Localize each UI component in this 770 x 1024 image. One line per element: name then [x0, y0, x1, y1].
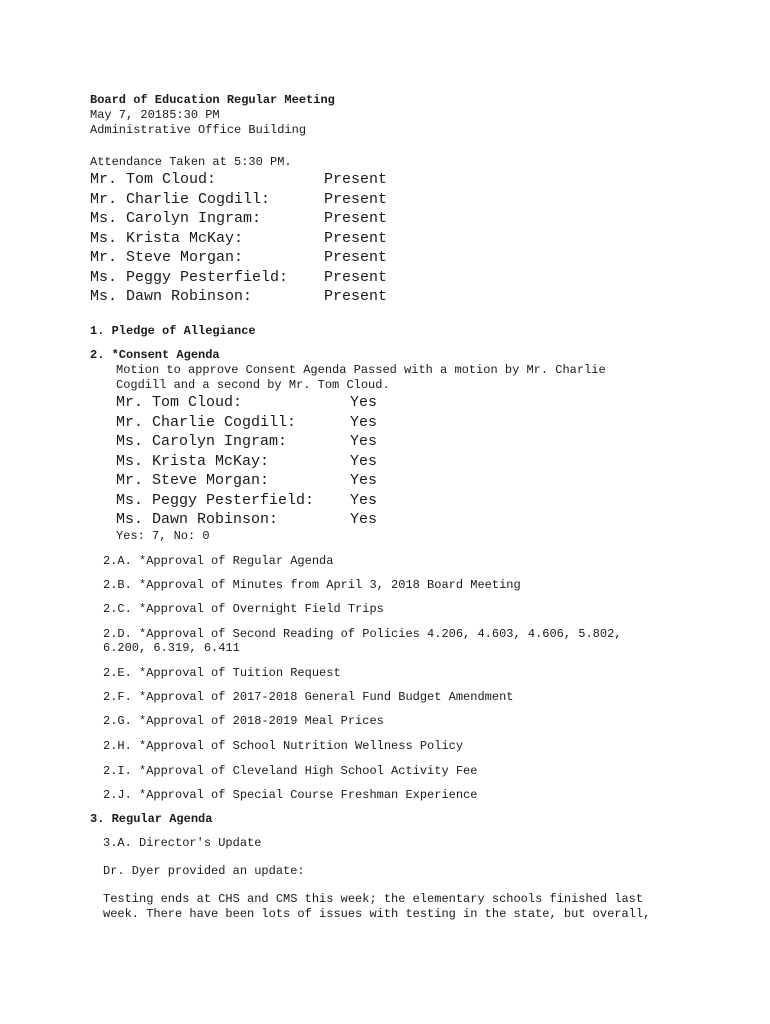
voter-name: Mr. Steve Morgan:: [116, 472, 270, 489]
voter-name: Mr. Charlie Cogdill:: [116, 413, 297, 431]
attendance-row: [90, 170, 387, 190]
agenda-item-2e: 2.E. *Approval of Tuition Request: [103, 666, 341, 680]
member-name: Ms. Peggy Pesterfield:: [90, 268, 289, 286]
vote-tally: Yes: 7, No: 0: [116, 529, 210, 543]
agenda-item-2g: 2.G. *Approval of 2018-2019 Meal Prices: [103, 714, 384, 728]
section-regular-heading: 3. Regular Agenda: [90, 812, 213, 826]
agenda-item-2d-cont: 6.200, 6.319, 6.411: [103, 641, 240, 655]
vote-row: [116, 471, 377, 491]
vote-row: [116, 452, 377, 472]
attendance-row: [90, 268, 387, 288]
member-name: Mr. Charlie Cogdill:: [90, 190, 271, 208]
motion-line-2: Cogdill and a second by Mr. Tom Cloud.: [116, 378, 390, 392]
vote-value: Yes: [350, 394, 378, 411]
member-name: Ms. Carolyn Ingram:: [90, 210, 262, 227]
attendance-row: [90, 287, 387, 307]
member-name: Mr. Tom Cloud:: [90, 171, 217, 188]
agenda-item-2b: 2.B. *Approval of Minutes from April 3, 2018 Board Meeting: [103, 578, 521, 592]
member-status: Present: [324, 288, 388, 305]
attendance-row: [90, 209, 387, 229]
update-intro: Dr. Dyer provided an update:: [103, 864, 305, 878]
section-consent-heading: 2. *Consent Agenda: [90, 348, 220, 362]
member-name: Mr. Steve Morgan:: [90, 249, 244, 266]
attendance-row: [90, 229, 387, 249]
agenda-item-2c: 2.C. *Approval of Overnight Field Trips: [103, 602, 384, 616]
member-status: Present: [324, 210, 388, 227]
member-status: Present: [324, 190, 388, 208]
vote-row: [116, 510, 377, 530]
update-line-1: Testing ends at CHS and CMS this week; the elementary schools finished last: [103, 892, 644, 906]
voter-name: Ms. Dawn Robinson:: [116, 511, 279, 528]
member-status: Present: [324, 229, 388, 247]
vote-value: Yes: [350, 413, 378, 431]
vote-value: Yes: [350, 511, 378, 528]
vote-value: Yes: [350, 452, 378, 470]
attendance-intro: Attendance Taken at 5:30 PM.: [90, 155, 292, 169]
agenda-item-3a: 3.A. Director's Update: [103, 836, 262, 850]
voter-name: Ms. Krista McKay:: [116, 452, 270, 470]
vote-list: [116, 393, 377, 530]
vote-row: [116, 413, 377, 433]
meeting-title: Board of Education Regular Meeting: [90, 93, 335, 107]
member-name: Ms. Dawn Robinson:: [90, 288, 253, 305]
vote-row: [116, 491, 377, 511]
attendance-row: [90, 248, 387, 268]
vote-row: [116, 393, 377, 413]
member-status: Present: [324, 268, 388, 286]
agenda-item-2i: 2.I. *Approval of Cleveland High School Activity Fee: [103, 764, 478, 778]
update-line-2: week. There have been lots of issues with testing in the state, but overall,: [103, 907, 651, 921]
attendance-row: [90, 190, 387, 210]
motion-line-1: Motion to approve Consent Agenda Passed with a motion by Mr. Charlie: [116, 363, 606, 377]
meeting-datetime: May 7, 20185:30 PM: [90, 108, 220, 122]
agenda-item-2a: 2.A. *Approval of Regular Agenda: [103, 554, 334, 568]
meeting-location: Administrative Office Building: [90, 123, 307, 137]
agenda-item-2h: 2.H. *Approval of School Nutrition Wellness Policy: [103, 739, 464, 753]
attendance-list: [90, 170, 387, 307]
agenda-item-2f: 2.F. *Approval of 2017-2018 General Fund Budget Amendment: [103, 690, 514, 704]
member-name: Ms. Krista McKay:: [90, 229, 244, 247]
agenda-item-2d: 2.D. *Approval of Second Reading of Policies 4.206, 4.603, 4.606, 5.802,: [103, 627, 622, 641]
member-status: Present: [324, 171, 388, 188]
vote-value: Yes: [350, 433, 378, 450]
voter-name: Ms. Carolyn Ingram:: [116, 433, 288, 450]
agenda-item-2j: 2.J. *Approval of Special Course Freshman Experience: [103, 788, 478, 802]
section-pledge-heading: 1. Pledge of Allegiance: [90, 324, 256, 338]
voter-name: Ms. Peggy Pesterfield:: [116, 491, 315, 509]
vote-value: Yes: [350, 491, 378, 509]
member-status: Present: [324, 249, 388, 266]
vote-row: [116, 432, 377, 452]
voter-name: Mr. Tom Cloud:: [116, 394, 243, 411]
vote-value: Yes: [350, 472, 378, 489]
